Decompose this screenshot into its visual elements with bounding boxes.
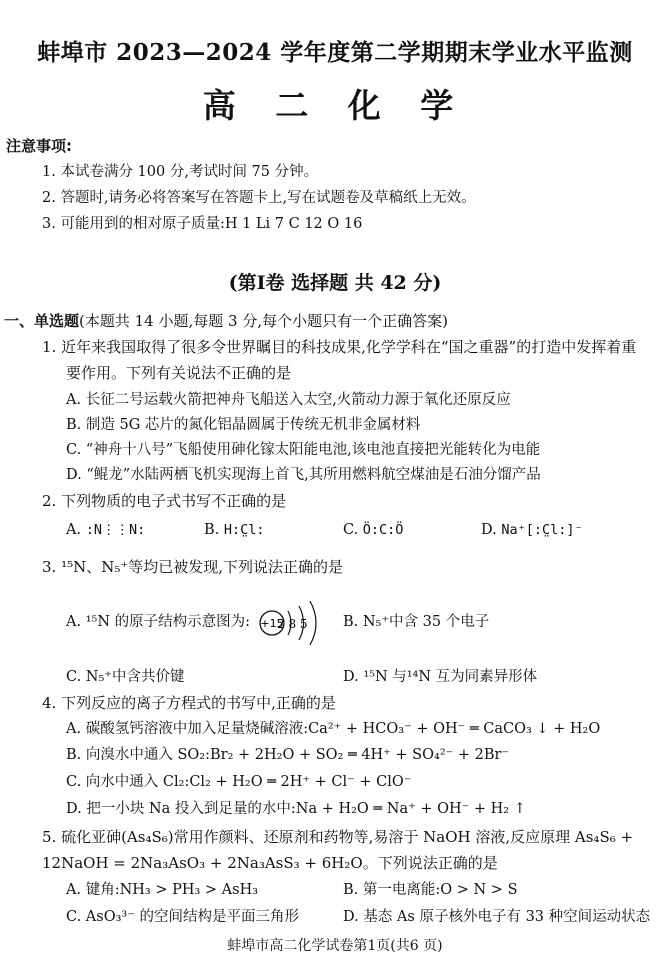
q1-option-c: C. “神舟十八号”飞船使用砷化镓太阳能电池,该电池直接把光能转化为电能 bbox=[66, 442, 541, 458]
q2-stem: 2. 下列物质的电子式书写不正确的是 bbox=[42, 492, 287, 510]
q2-b-label: B. bbox=[204, 522, 220, 538]
q2-c-formula: Ö:C:Ö bbox=[362, 522, 404, 538]
q4-option-a: A. 碳酸氢钙溶液中加入足量烧碱溶液:Ca²⁺ + HCO₃⁻ + OH⁻ ═ CaCO₃ ↓ + H₂O bbox=[66, 721, 601, 737]
q5-stem-line1: 5. 硫化亚砷(As₄S₆)常用作颜料、还原剂和药物等,易溶于 NaOH 溶液,反应原理 As₄S₆ + bbox=[42, 828, 634, 846]
atom-nucleus-charge: +15 bbox=[260, 617, 284, 630]
q2-option-d bbox=[481, 522, 583, 538]
q5-option-a: A. 键角:NH₃ > PH₃ > AsH₃ bbox=[66, 882, 259, 898]
notice-heading: 注意事项: bbox=[6, 137, 72, 155]
q2-option-c bbox=[343, 522, 403, 538]
part-heading bbox=[4, 310, 448, 331]
q5-option-c: C. AsO₃³⁻ 的空间结构是平面三角形 bbox=[66, 909, 299, 925]
q3-option-a: A. ¹⁵N 的原子结构示意图为: bbox=[66, 614, 250, 630]
part-label: 一、单选题 bbox=[4, 312, 80, 330]
q2-a-label: A. bbox=[66, 522, 82, 538]
notice-item: 1. 本试卷满分 100 分,考试时间 75 分钟。 bbox=[42, 164, 319, 180]
q5-option-b: B. 第一电离能:O > N > S bbox=[343, 882, 518, 898]
q1-option-d: D. “鲲龙”水陆两栖飞机实现海上首飞,其所用燃料航空煤油是石油分馏产品 bbox=[66, 467, 541, 483]
exam-title: 蚌埠市 2023—2024 学年度第二学期期末学业水平监测 bbox=[37, 39, 633, 66]
atom-shell-electrons: 2 8 5 bbox=[277, 617, 308, 631]
q2-d-label: D. bbox=[481, 522, 497, 538]
q1-option-a: A. 长征二号运载火箭把神舟飞船送入太空,火箭动力源于氧化还原反应 bbox=[66, 392, 511, 408]
q3-stem: 3. ¹⁵N、N₅⁺等均已被发现,下列说法正确的是 bbox=[42, 558, 344, 576]
notice-item: 3. 可能用到的相对原子质量:H 1 Li 7 C 12 O 16 bbox=[42, 216, 363, 232]
q1-option-b: B. 制造 5G 芯片的氮化铝晶圆属于传统无机非金属材料 bbox=[66, 417, 421, 433]
page-footer: 蚌埠市高二化学试卷第1页(共6 页) bbox=[227, 938, 443, 954]
q1-stem-line1: 1. 近年来我国取得了很多令世界瞩目的科技成果,化学学科在“国之重器”的打造中发挥着重 bbox=[42, 338, 637, 356]
q2-c-label: C. bbox=[343, 522, 359, 538]
section-title: (第Ⅰ卷 选择题 共 42 分) bbox=[228, 272, 442, 294]
q3-option-d: D. ¹⁵N 与¹⁴N 互为同素异形体 bbox=[343, 669, 538, 685]
q1-stem-line2: 要作用。下列有关说法不正确的是 bbox=[66, 364, 292, 382]
q4-option-c: C. 向水中通入 Cl₂:Cl₂ + H₂O ═ 2H⁺ + Cl⁻ + ClO⁻ bbox=[66, 774, 412, 790]
atom-shell-arc-3 bbox=[310, 601, 316, 645]
q2-a-formula: :N⋮⋮N: bbox=[85, 522, 146, 538]
q2-d-formula: Na⁺[:C̤l:]⁻ bbox=[501, 522, 583, 538]
subject-title: 高 二 化 学 bbox=[202, 86, 468, 125]
q2-option-a bbox=[66, 522, 145, 538]
q3-option-b: B. N₅⁺中含 35 个电子 bbox=[343, 614, 490, 630]
q5-stem-line2: 12NaOH = 2Na₃AsO₃ + 2Na₃AsS₃ + 6H₂O。下列说法正确的是 bbox=[42, 854, 498, 872]
part-description: (本题共 14 小题,每题 3 分,每个小题只有一个正确答案) bbox=[79, 312, 448, 330]
q4-option-b: B. 向溴水中通入 SO₂:Br₂ + 2H₂O + SO₂ ═ 4H⁺ + SO₄²⁻ + 2Br⁻ bbox=[66, 747, 510, 763]
atom-structure-diagram bbox=[258, 597, 328, 649]
q2-b-formula: H:C̤l: bbox=[223, 522, 265, 538]
q5-option-d: D. 基态 As 原子核外电子有 33 种空间运动状态 bbox=[343, 909, 651, 925]
q3-option-c: C. N₅⁺中含共价键 bbox=[66, 669, 185, 685]
q4-stem: 4. 下列反应的离子方程式的书写中,正确的是 bbox=[42, 694, 336, 712]
q4-option-d: D. 把一小块 Na 投入到足量的水中:Na + H₂O ═ Na⁺ + OH⁻ + H₂ ↑ bbox=[66, 801, 526, 817]
q2-option-b bbox=[204, 522, 265, 538]
notice-item: 2. 答题时,请务必将答案写在答题卡上,写在试题卷及草稿纸上无效。 bbox=[42, 190, 476, 206]
